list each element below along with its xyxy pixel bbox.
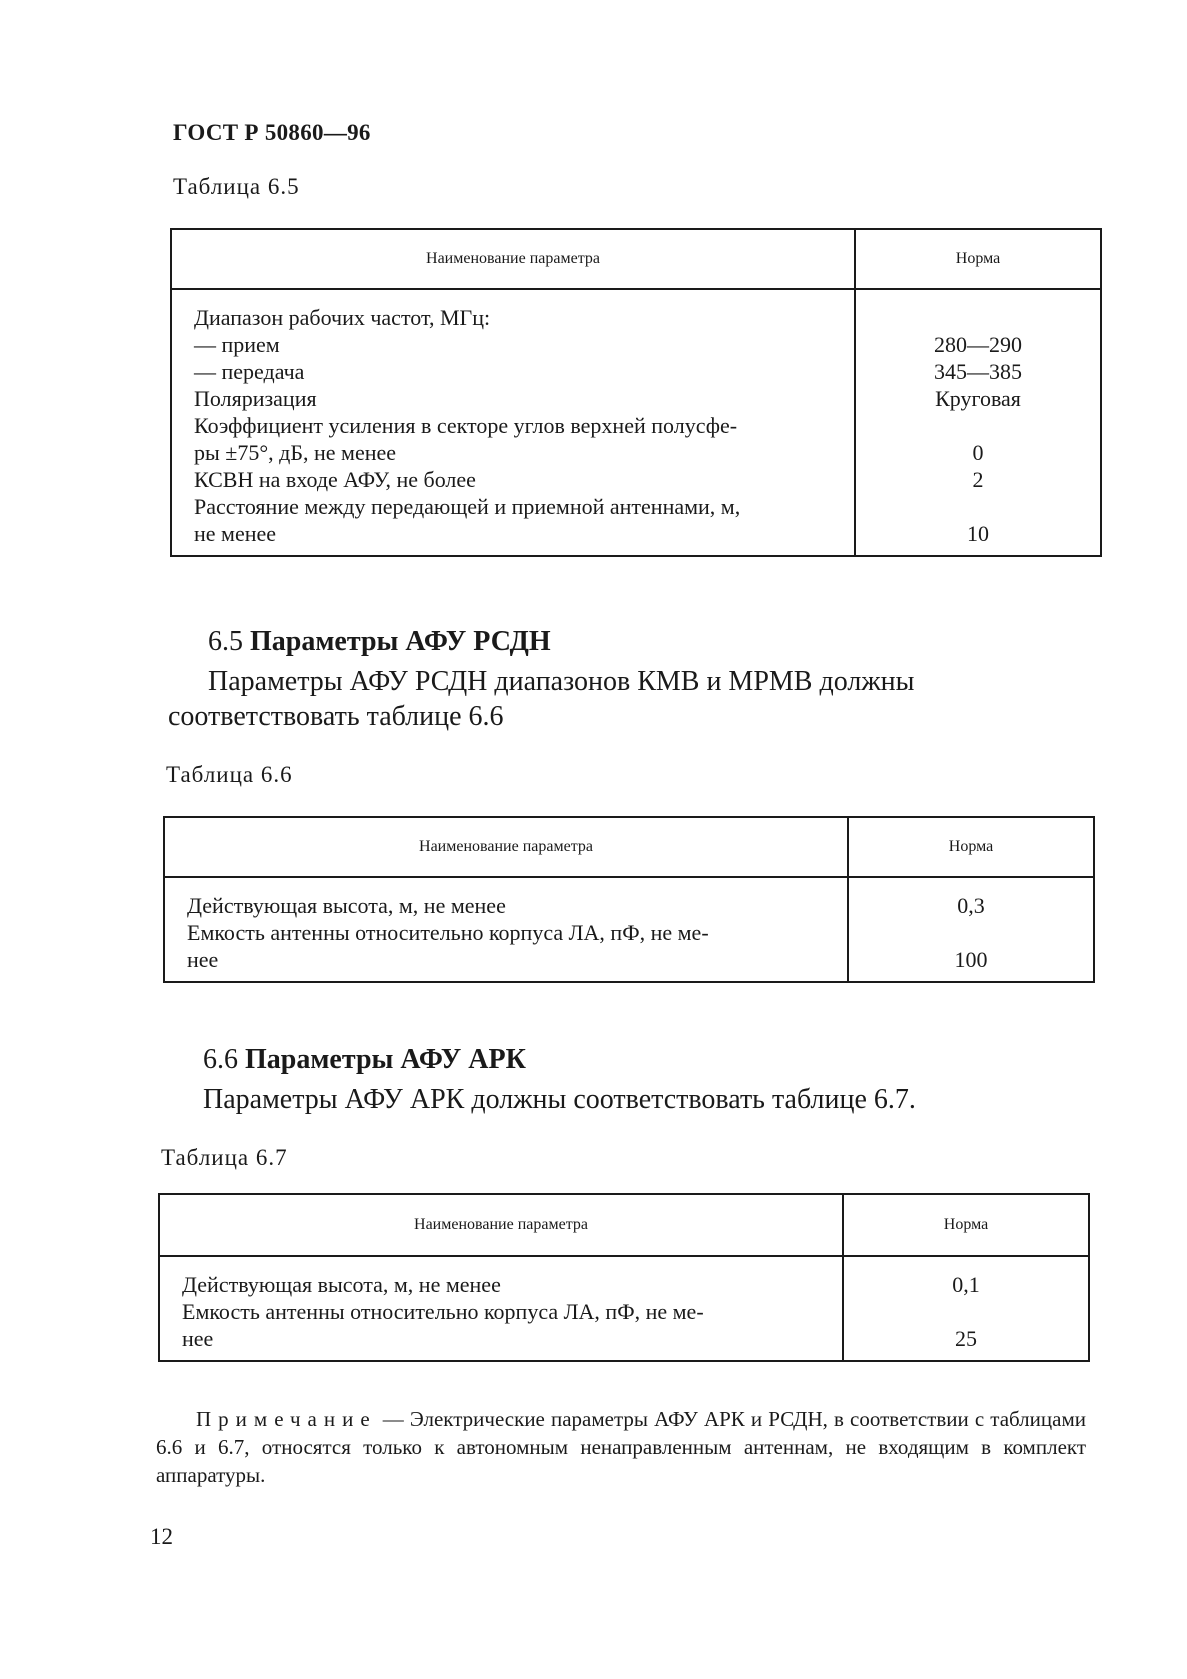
table-6-6-header-name: Наименование параметра <box>164 817 848 877</box>
table-6-7 <box>158 1193 1090 1362</box>
table-row: — передача <box>194 359 305 384</box>
table-row: Емкость антенны относительно корпуса ЛА, пФ, не ме- <box>187 920 709 945</box>
table-6-7-header-name: Наименование параметра <box>159 1194 843 1256</box>
page-number: 12 <box>150 1524 173 1549</box>
table-cell: Круговая <box>935 386 1021 411</box>
table-6-6-caption: Таблица 6.6 <box>166 762 293 787</box>
section-6-6-title: Параметры АФУ АРК <box>245 1044 526 1075</box>
table-cell <box>860 412 1096 439</box>
note-text: — Электрические параметры АФУ АРК и РСДН, в соответствии с таблицами 6.6 и 6.7, относятся только к автономным ненаправленным антеннам, не входящим в комплект аппаратуры. <box>156 1407 1086 1487</box>
table-6-7-names <box>159 1256 843 1361</box>
table-row: КСВН на входе АФУ, не более <box>194 467 476 492</box>
table-cell: 0,1 <box>952 1272 980 1297</box>
table-row: ры ±75°, дБ, не менее <box>194 440 397 465</box>
table-6-7-norms <box>843 1256 1089 1361</box>
table-row: Расстояние между передающей и приемной антеннами, м, <box>194 494 741 519</box>
table-row: Диапазон рабочих частот, МГц: <box>194 305 491 330</box>
section-6-5-text: Параметры АФУ РСДН диапазонов КМВ и МРМВ должны соответствовать таблице 6.6 <box>168 666 915 732</box>
table-6-5-caption: Таблица 6.5 <box>173 174 300 199</box>
table-6-6-header-norm: Норма <box>848 817 1094 877</box>
section-6-6-number: 6.6 <box>203 1044 238 1075</box>
table-6-5-names <box>171 289 855 556</box>
table-cell: 0,3 <box>957 893 985 918</box>
document-code: ГОСТ Р 50860—96 <box>173 120 371 145</box>
table-cell <box>848 1298 1084 1325</box>
table-cell: 25 <box>955 1326 977 1351</box>
table-6-5 <box>170 228 1102 557</box>
section-6-5-number: 6.5 <box>208 626 243 657</box>
section-6-6-heading <box>203 1044 526 1076</box>
table-6-6-norms <box>848 877 1094 982</box>
table-6-5-header-norm: Норма <box>855 229 1101 289</box>
table-cell <box>860 304 1096 331</box>
table-6-6-names <box>164 877 848 982</box>
table-row: Действующая высота, м, не менее <box>182 1272 501 1297</box>
table-cell <box>860 493 1096 520</box>
table-6-7-caption: Таблица 6.7 <box>161 1145 288 1170</box>
table-cell: 100 <box>954 947 988 972</box>
section-6-5-title: Параметры АФУ РСДН <box>250 626 551 657</box>
table-row: Емкость антенны относительно корпуса ЛА, пФ, не ме- <box>182 1299 704 1324</box>
table-row: нее <box>187 947 219 972</box>
table-cell: 280—290 <box>934 332 1022 357</box>
table-row: — прием <box>194 332 280 357</box>
table-row: не менее <box>194 521 277 546</box>
table-6-7-header-norm: Норма <box>843 1194 1089 1256</box>
section-6-5-heading <box>208 626 551 658</box>
table-row: Поляризация <box>194 386 317 411</box>
table-cell: 0 <box>972 440 984 465</box>
table-cell: 345—385 <box>934 359 1022 384</box>
table-cell: 10 <box>967 521 989 546</box>
section-6-6-text: Параметры АФУ АРК должны соответствовать таблице 6.7. <box>203 1084 916 1115</box>
table-6-5-norms <box>855 289 1101 556</box>
note <box>156 1405 1086 1489</box>
note-label: Примечание <box>196 1407 377 1431</box>
table-cell: 2 <box>972 467 984 492</box>
table-row: Действующая высота, м, не менее <box>187 893 506 918</box>
table-row: Коэффициент усиления в секторе углов верхней полусфе- <box>194 413 738 438</box>
table-row: нее <box>182 1326 214 1351</box>
table-6-5-header-name: Наименование параметра <box>171 229 855 289</box>
table-cell <box>853 919 1089 946</box>
table-6-6 <box>163 816 1095 983</box>
